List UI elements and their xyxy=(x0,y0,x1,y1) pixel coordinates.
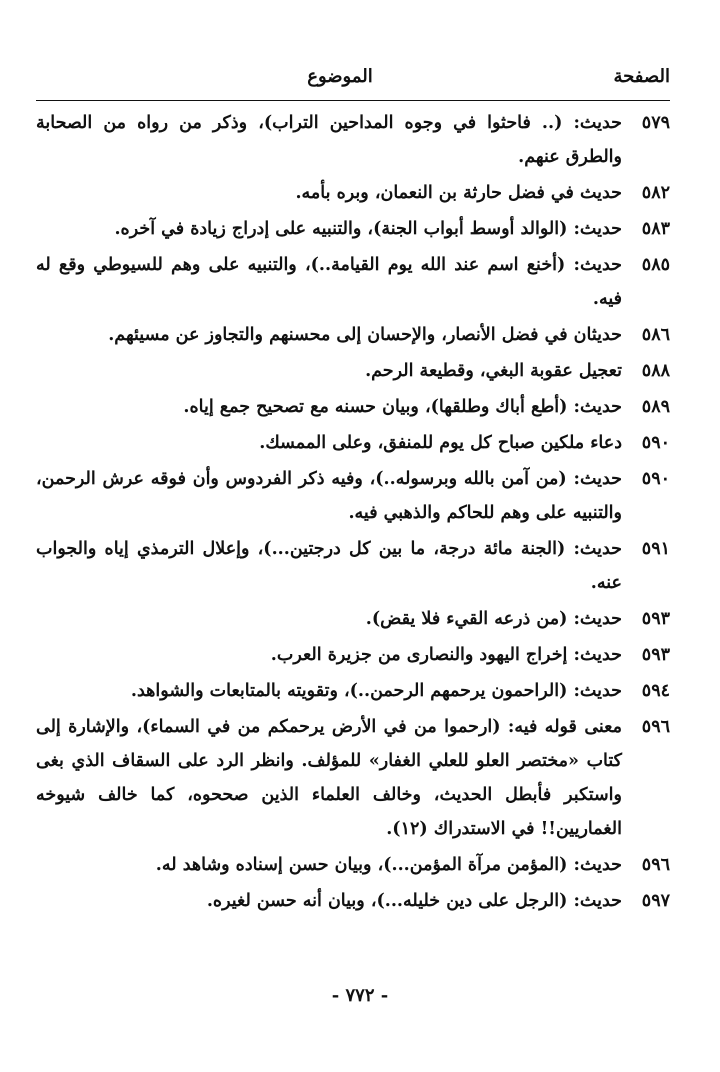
index-entries xyxy=(36,106,670,920)
index-entry xyxy=(36,884,670,918)
index-entry xyxy=(36,106,670,174)
entry-topic-text: حديث في فضل حارثة بن النعمان، وبره بأمه. xyxy=(295,183,622,203)
entry-topic-text: حديث: (من ذرعه القيء فلا يقض). xyxy=(365,609,622,629)
index-entry xyxy=(36,710,670,846)
index-entry xyxy=(36,462,670,530)
index-entry xyxy=(36,212,670,246)
entry-topic-text: حديث: إخراج اليهود والنصارى من جزيرة العرب. xyxy=(270,645,622,665)
entry-topic-text: دعاء ملكين صباح كل يوم للمنفق، وعلى الممسك. xyxy=(259,433,622,453)
entry-topic-text: حديث: (من آمن بالله وبرسوله..)، وفيه ذكر الفردوس وأن فوقه عرش الرحمن، والتنبيه على وهم للحاكم والذهبي فيه. xyxy=(36,469,622,523)
entry-page-number: ٥٩٠ xyxy=(641,433,670,453)
entry-page-number: ٥٨٦ xyxy=(641,325,670,345)
topic-column-heading: الموضوع xyxy=(307,66,373,87)
index-entry xyxy=(36,176,670,210)
page-column-heading: الصفحة xyxy=(613,66,670,87)
entry-page-number: ٥٨٨ xyxy=(641,361,670,381)
entry-topic-text: معنى قوله فيه: (ارحموا من في الأرض يرحمكم من في السماء)، والإشارة إلى كتاب «مختصر العلو للعلي الغفار» للمؤلف. وانظر الرد على السقاف الذي بغى واستكبر فأبطل الحديث، وخالف العلماء الذين صححوه، كما خالف شيوخه الغماريين!! في الاستدراك (١٢). xyxy=(36,717,622,839)
index-entry xyxy=(36,248,670,316)
entry-page-number: ٥٩٠ xyxy=(641,469,670,489)
index-entry xyxy=(36,354,670,388)
page-number: - ٧٧٢ - xyxy=(331,985,389,1006)
entry-page-number: ٥٩٣ xyxy=(641,609,670,629)
entry-page-number: ٥٩٦ xyxy=(641,717,670,737)
entry-page-number: ٥٨٣ xyxy=(641,219,670,239)
entry-page-number: ٥٩٣ xyxy=(641,645,670,665)
index-entry xyxy=(36,674,670,708)
entry-page-number: ٥٩٤ xyxy=(641,681,670,701)
entry-topic-text: حديث: (الرجل على دين خليله...)، وبيان أنه حسن لغيره. xyxy=(206,891,622,911)
entry-page-number: ٥٨٢ xyxy=(641,183,670,203)
entry-topic-text: حديث: (الجنة مائة درجة، ما بين كل درجتين...)، وإعلال الترمذي إياه والجواب عنه. xyxy=(36,539,622,593)
index-entry xyxy=(36,426,670,460)
index-entry xyxy=(36,318,670,352)
entry-page-number: ٥٩٦ xyxy=(641,855,670,875)
entry-topic-text: حديث: (.. فاحثوا في وجوه المداحين التراب)، وذكر من رواه من الصحابة والطرق عنهم. xyxy=(36,113,622,167)
entry-page-number: ٥٩٧ xyxy=(641,891,670,911)
entry-topic-text: حديث: (أطع أباك وطلقها)، وبيان حسنه مع تصحيح جمع إياه. xyxy=(183,397,622,417)
index-entry xyxy=(36,848,670,882)
entry-page-number: ٥٧٩ xyxy=(641,113,670,133)
index-entry xyxy=(36,638,670,672)
index-entry xyxy=(36,390,670,424)
entry-topic-text: تعجيل عقوبة البغي، وقطيعة الرحم. xyxy=(365,361,622,381)
entry-topic-text: حديث: (أخنع اسم عند الله يوم القيامة..)، والتنبيه على وهم للسيوطي وقع له فيه. xyxy=(36,255,622,309)
header-rule xyxy=(36,100,670,101)
entry-topic-text: حديث: (الراحمون يرحمهم الرحمن..)، وتقويته بالمتابعات والشواهد. xyxy=(130,681,622,701)
index-entry xyxy=(36,602,670,636)
entry-page-number: ٥٨٩ xyxy=(641,397,670,417)
index-entry xyxy=(36,532,670,600)
entry-topic-text: حديث: (الوالد أوسط أبواب الجنة)، والتنبيه على إدراج زيادة في آخره. xyxy=(114,219,622,239)
entry-page-number: ٥٨٥ xyxy=(641,255,670,275)
entry-topic-text: حديث: (المؤمن مرآة المؤمن...)، وبيان حسن إسناده وشاهد له. xyxy=(155,855,622,875)
entry-page-number: ٥٩١ xyxy=(641,539,670,559)
entry-topic-text: حديثان في فضل الأنصار، والإحسان إلى محسنهم والتجاوز عن مسيئهم. xyxy=(108,325,622,345)
